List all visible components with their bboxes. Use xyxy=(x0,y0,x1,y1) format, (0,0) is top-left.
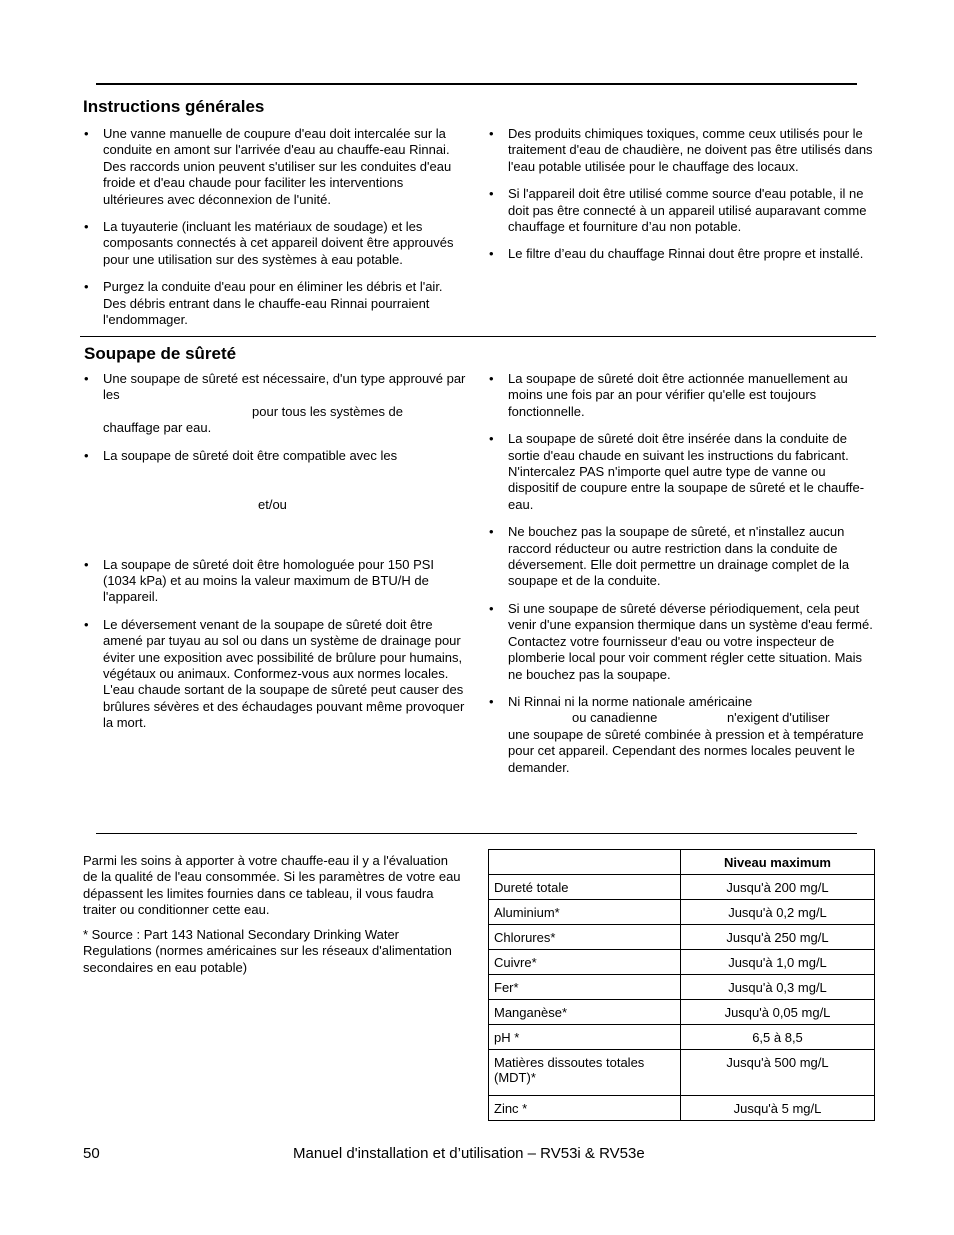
water-quality-intro: Parmi les soins à apporter à votre chauffe-eau il y a l'évaluation de la qualité de l'eau consommée. Si les paramètres de votre eau dépassent les limites fournies dans ce tableau, il vous faudra traiter ou conditionner cette eau. xyxy=(83,853,461,918)
table-row xyxy=(489,900,875,925)
top-rule xyxy=(96,83,857,85)
param-cell: Manganèse* xyxy=(489,1000,681,1025)
value-cell: Jusqu'à 0,05 mg/L xyxy=(681,1000,875,1025)
footer-title: Manuel d'installation et d’utilisation – RV53i & RV53e xyxy=(293,1145,645,1162)
list-item: • La tuyauterie (incluant les matériaux de soudage) et les composants connectés à cet appareil doivent être approuvés pour une utilisation sur des systèmes à eau potable. xyxy=(84,219,466,268)
param-cell: Matières dissoutes totales (MDT)* xyxy=(489,1050,681,1096)
list-item xyxy=(489,694,873,776)
item-text: et/ou xyxy=(258,496,287,512)
page-number: 50 xyxy=(83,1145,100,1162)
item-text: Ni Rinnai ni la norme nationale américaine xyxy=(508,693,753,709)
item-text: La soupape de sûreté doit être compatible avec les xyxy=(103,447,398,463)
list-item xyxy=(84,371,466,437)
table-row xyxy=(489,1025,875,1050)
general-right-list xyxy=(489,126,873,274)
value-cell: Jusqu'à 5 mg/L xyxy=(681,1096,875,1121)
param-cell: pH * xyxy=(489,1025,681,1050)
value-cell: 6,5 à 8,5 xyxy=(681,1025,875,1050)
list-item: • Ne bouchez pas la soupape de sûreté, et n'installez aucun raccord réducteur ou autre restriction dans la conduite de déversement. Elle doit permettre un drainage complet de la soupape et de la conduite. xyxy=(489,524,873,590)
item-text: Une soupape de sûreté est nécessaire, d'un type approuvé par les xyxy=(103,371,466,403)
table-row xyxy=(489,925,875,950)
param-cell: Zinc * xyxy=(489,1096,681,1121)
list-item: • La soupape de sûreté doit être homologuée pour 150 PSI (1034 kPa) et au moins la valeur maximum de BTU/H de l'appareil. xyxy=(84,557,466,606)
table-header-row xyxy=(489,850,875,875)
item-text: ou canadienne xyxy=(572,710,658,726)
param-cell: Fer* xyxy=(489,975,681,1000)
list-item: • Si une soupape de sûreté déverse périodiquement, cela peut venir d'une expansion thermique dans un système d'eau fermé. Contactez votre fournisseur d'eau ou votre inspecteur de plomberie local pour voir comment régler cette situation. Mais ne bouchez pas la soupape. xyxy=(489,601,873,683)
list-item: • La soupape de sûreté doit être actionnée manuellement au moins une fois par an pour vérifier qu'elle est toujours fonctionnelle. xyxy=(489,371,873,420)
value-cell: Jusqu'à 500 mg/L xyxy=(681,1050,875,1096)
value-cell: Jusqu'à 250 mg/L xyxy=(681,925,875,950)
value-cell: Jusqu'à 200 mg/L xyxy=(681,875,875,900)
water-quality-table xyxy=(488,849,875,1121)
list-item xyxy=(84,448,466,536)
general-left-list xyxy=(84,126,466,339)
list-item: • Purgez la conduite d'eau pour en éliminer les débris et l'air. Des débris entrant dans le chauffe-eau Rinnai pourraient l'endommager. xyxy=(84,279,466,328)
source-note: * Source : Part 143 National Secondary Drinking Water Regulations (normes américaines sur les réseaux d'alimentation secondaires en eau potable) xyxy=(83,927,452,975)
table-row xyxy=(489,950,875,975)
param-cell: Aluminium* xyxy=(489,900,681,925)
water-quality-rule xyxy=(96,833,857,834)
list-item: • Si l'appareil doit être utilisé comme source d'eau potable, il ne doit pas être connecté à un appareil utilisé auparavant comme chauffage et fourniture d’au non potable. xyxy=(489,186,873,235)
list-item: • Le filtre d’eau du chauffage Rinnai dout être propre et installé. xyxy=(489,246,873,262)
table-row xyxy=(489,875,875,900)
header-parameter xyxy=(489,850,681,875)
header-max-level: Niveau maximum xyxy=(681,850,875,875)
list-item: • Des produits chimiques toxiques, comme ceux utilisés pour le traitement d'eau de chaudière, ne doivent pas être utilisés dans l'eau potable utilisée pour le chauffage des locaux. xyxy=(489,126,873,175)
value-cell: Jusqu'à 0,3 mg/L xyxy=(681,975,875,1000)
relief-left-list xyxy=(84,371,466,743)
list-item: • Une vanne manuelle de coupure d'eau doit intercalée sur la conduite en amont sur l'arrivée d'eau au chauffe-eau Rinnai. Des raccords union peuvent s'utiliser sur les conduites d'eau froide et d'eau chaude pour faciliter les interventions ultérieures avec déconnexion de l'unité. xyxy=(84,126,466,208)
table-row xyxy=(489,1050,875,1096)
param-cell: Dureté totale xyxy=(489,875,681,900)
relief-valve-heading: Soupape de sûreté xyxy=(84,344,237,363)
item-text: une soupape de sûreté combinée à pression et à température pour cet appareil. Cependant des normes locales peuvent le demander. xyxy=(508,726,864,775)
general-instructions-heading: Instructions générales xyxy=(83,97,265,116)
list-item: • La soupape de sûreté doit être insérée dans la conduite de sortie d'eau chaude en suivant les instructions du fabricant. N'intercalez PAS n'importe quel autre type de vanne ou dispositif de coupure entre la soupape de sûreté et le chauffe-eau. xyxy=(489,431,873,513)
item-text: pour tous les systèmes de xyxy=(252,403,404,419)
table-row xyxy=(489,975,875,1000)
list-item: • Le déversement venant de la soupape de sûreté doit être amené par tuyau au sol ou dans un système de drainage pour éviter une exposition avec possibilité de brûlure pour humains, végétaux ou animaux. Conformez-vous aux normes locales. L'eau chaude sortant de la soupape de sûreté peut causer des brûlures sévères et des échaudages pouvant même provoquer la mort. xyxy=(84,617,466,732)
param-cell: Chlorures* xyxy=(489,925,681,950)
table-row xyxy=(489,1096,875,1121)
relief-right-list xyxy=(489,371,873,787)
value-cell: Jusqu'à 0,2 mg/L xyxy=(681,900,875,925)
table-row xyxy=(489,1000,875,1025)
item-text: n'exigent d'utiliser xyxy=(726,710,830,726)
param-cell: Cuivre* xyxy=(489,950,681,975)
value-cell: Jusqu'à 1,0 mg/L xyxy=(681,950,875,975)
item-text: chauffage par eau. xyxy=(103,420,212,436)
